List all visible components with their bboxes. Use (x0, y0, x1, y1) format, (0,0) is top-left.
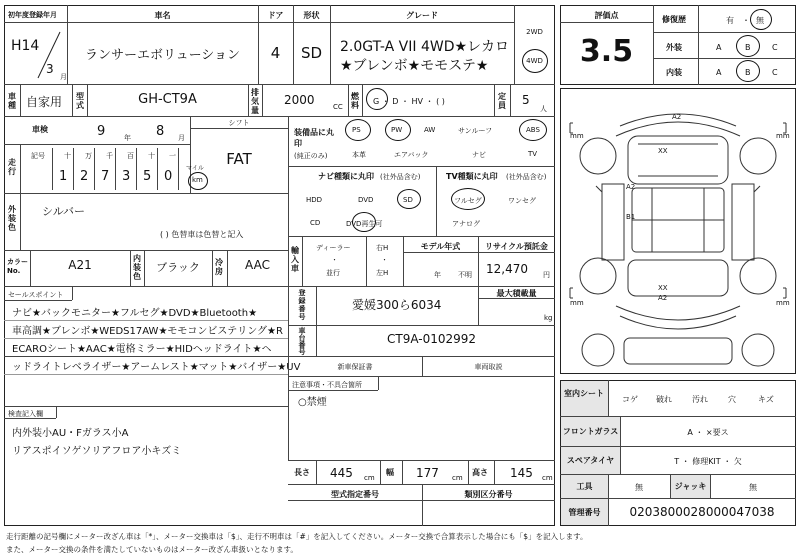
first-reg-month-unit: 月 (60, 73, 67, 81)
interior-color: ブラック (156, 261, 200, 274)
exterior-color: シルバー (42, 205, 85, 218)
repair-yes: 有 (726, 16, 734, 25)
damage-mark: XX (658, 147, 668, 155)
color-label: 外装色 (8, 205, 16, 232)
interior-label: 内装 (666, 68, 682, 77)
navi-sd: SD (403, 196, 413, 204)
ac-label: 冷房 (215, 258, 223, 276)
shape: SD (300, 44, 323, 62)
capacity-unit: 人 (540, 105, 547, 113)
mileage-digit: 0 (164, 169, 173, 184)
model-year-label: モデル年式 (420, 242, 461, 251)
equip-tv: TV (528, 150, 538, 158)
mileage-digit: 1 (59, 169, 68, 184)
equipment-label: 装備品に丸印 (294, 128, 334, 148)
interior-grade-a: A (716, 68, 722, 77)
shape-label: 形状 (303, 11, 320, 20)
color-change-note: ( ) 色替車は色替と記入 (160, 230, 244, 239)
inspection-label: 車検 (32, 125, 48, 134)
footer-note-2: また、メーター交換の条件を満たしていないものはメーター改ざん車扱いとなります。 (6, 545, 298, 554)
navi-dvd: DVD (358, 196, 374, 204)
height-label: 高さ (472, 468, 488, 477)
import-dealer: ディーラー (316, 244, 351, 252)
length-unit: cm (364, 474, 375, 482)
import-label: 輸入車 (291, 246, 299, 273)
tools-label: 工具 (576, 482, 593, 491)
management-number: 020380002800004703​8 (629, 505, 775, 519)
jack-label: ジャッキ (674, 482, 707, 491)
damage-mark: B1 (626, 213, 636, 221)
equip-pw: PW (391, 126, 403, 134)
first-reg-era: H14 (11, 38, 40, 54)
displacement-label: 排気量 (251, 88, 259, 115)
diagram-unit: mm (570, 299, 584, 307)
spare-value: T ・ 修理KIT ・ 欠 (674, 457, 742, 466)
mileage-unit-mile: マイル (186, 165, 204, 172)
width-label: 幅 (386, 468, 394, 477)
diagram-unit: mm (570, 132, 584, 140)
height: 145 (510, 466, 533, 480)
mileage-unit-km: km (192, 176, 203, 184)
chassis-label: 車台番号 (298, 327, 306, 356)
equip-navi: ナビ (472, 151, 486, 159)
navi-sub: (社外品含む) (380, 173, 421, 181)
rating-label: 評価点 (594, 11, 619, 20)
exterior-grade-c: C (772, 43, 778, 52)
inspection-year: 9 (97, 124, 106, 139)
tv-sub: (社外品含む) (506, 173, 547, 181)
equipment-sub: (純正のみ) (294, 152, 328, 160)
mileage-digit: 3 (122, 169, 131, 184)
usage-label: 車種 (8, 92, 16, 110)
displacement: 2000 (284, 93, 315, 107)
new-warranty: 新車保証書 (337, 363, 373, 371)
fuel-label: 燃料 (351, 92, 359, 110)
doors-label: ドア (267, 11, 284, 20)
navi-label: ナビ種類に丸印 (318, 172, 374, 181)
displacement-unit: CC (333, 103, 343, 111)
mileage-digit: 5 (143, 169, 152, 184)
recycle-unit: 円 (543, 271, 550, 279)
equip-abs: ABS (526, 126, 540, 134)
equip-sunroof: サンルーフ (458, 127, 493, 135)
exterior-label: 外装 (666, 43, 682, 52)
tv-oneseg: ワンセグ (508, 197, 536, 205)
diagram-unit: mm (776, 299, 790, 307)
sales-points-label: セールスポイント (8, 291, 64, 299)
mileage-digit: 7 (101, 169, 110, 184)
navi-dvd-play: DVD再生可 (346, 220, 383, 228)
drive-2wd: 2WD (526, 28, 543, 36)
inspector-line: リアスポイソゲソリアフロア小キズミ (12, 446, 182, 457)
notes-value: ○禁煙 (298, 397, 327, 408)
registration: 愛媛300ら6034 (352, 298, 442, 312)
doors: 4 (270, 44, 281, 62)
grade-line2: ★ブレンボ★モモステ★ (340, 58, 489, 74)
windshield-label: フロントガラス (562, 427, 619, 436)
car-name: ランサーエボリューション (84, 48, 241, 63)
equip-leather: 本革 (352, 151, 366, 159)
sales-point-line: ッドライトレベライザー★アームレスト★マット★バイザー★UV (12, 362, 301, 373)
mileage-symbol-label: 記号 (31, 152, 45, 160)
inspection-month: 8 (156, 124, 165, 139)
import-handle-r: 右H (376, 244, 389, 252)
spare-label: スペアタイヤ (566, 456, 615, 465)
inspector-line: 内外装小AU・Fガラス小A (12, 428, 129, 439)
navi-cd: CD (310, 219, 321, 227)
jack-value: 無 (749, 483, 757, 492)
sales-point-line: 車高調★ブレンボ★WEDS17AW★モモコンビステリング★R (12, 326, 283, 337)
footer-note-1: 走行距離の記号欄にメーター改ざん車は「*」、メーター交換車は「$」、走行不明車は「#」を記入してください。メーター交換で合算表示した場合にも「$」を記入します。 (6, 532, 588, 541)
fuel-options: G ・ D ・ HV ・ ( ) (373, 97, 445, 106)
interior-grade-b: B (745, 68, 751, 77)
damage-mark: XX (658, 284, 668, 292)
capacity-label: 定員 (498, 92, 506, 110)
equip-aw: AW (424, 126, 436, 134)
grade-line1: 2.0GT-A VII 4WD★レカロ (340, 39, 510, 55)
first-reg-month: 3 (46, 62, 54, 76)
management-label: 管理番号 (568, 508, 601, 517)
interior-color-label: 内装色 (133, 254, 141, 281)
exterior-grade-a: A (716, 43, 722, 52)
max-load-unit: kg (544, 314, 553, 322)
width: 177 (416, 466, 439, 480)
inspection-year-unit: 年 (124, 134, 131, 142)
registration-label: 登録番号 (298, 289, 306, 321)
height-unit: cm (542, 474, 553, 482)
category-number-label: 類別区分番号 (464, 490, 513, 499)
recycle-label: リサイクル預託金 (485, 242, 548, 251)
sales-point-line: ナビ★バックモニター★フルセグ★DVD★Bluetooth★ (12, 308, 258, 319)
chassis: CT9A-0102992 (387, 332, 477, 346)
diagram-unit: mm (776, 132, 790, 140)
type-number-label: 型式指定番号 (331, 490, 379, 499)
repair-label: 修復歴 (662, 15, 686, 24)
grade-label: グレード (406, 11, 438, 20)
equip-airbag: エアバック (394, 151, 429, 159)
length: 445 (330, 466, 353, 480)
import-parallel: 並行 (326, 269, 340, 277)
color-no: A21 (68, 258, 92, 272)
sales-point-line: ECAROシート★AAC★電格ミラー★HIDヘッドライト★ヘ (12, 344, 272, 355)
exterior-grade-b: B (745, 43, 751, 52)
drive-4wd: 4WD (526, 57, 543, 65)
damage-mark: A2 (626, 183, 636, 191)
manual: 車両取説 (474, 363, 503, 371)
navi-hdd: HDD (306, 196, 323, 204)
damage-mark: A2 (658, 294, 668, 302)
interior-grade-c: C (772, 68, 778, 77)
import-handle-l: 左H (376, 269, 389, 277)
notes-label: 注意事項・不具合箇所 (292, 381, 362, 389)
shift: FAT (226, 150, 252, 168)
recycle: 12,470 (486, 262, 528, 276)
rating-score: 3.5 (579, 34, 634, 69)
mileage-digit: 2 (80, 169, 89, 184)
repair-dot: ・ (742, 16, 750, 25)
usage: 自家用 (26, 95, 63, 109)
damage-mark: A2 (672, 113, 682, 121)
capacity: 5 (522, 93, 530, 107)
model-label: 型式 (76, 92, 84, 110)
tv-fullseg: フルセグ (454, 197, 482, 205)
car-diagram (560, 88, 796, 374)
import-dot1: ・ (331, 256, 338, 264)
mileage-label: 走行 (8, 158, 16, 176)
shift-label: シフト (228, 119, 250, 127)
first-reg-label: 初年度登録年月 (8, 11, 57, 19)
width-unit: cm (452, 474, 463, 482)
max-load-label: 最大積載量 (496, 289, 537, 298)
inspection-month-unit: 月 (178, 134, 185, 142)
inspector-label: 検査記入欄 (8, 410, 43, 418)
equip-ps: PS (352, 126, 361, 134)
model-year-unknown: 不明 (458, 271, 472, 279)
model-year-unit: 年 (434, 271, 441, 279)
import-dot2: ・ (381, 256, 388, 264)
tools-value: 無 (635, 483, 643, 492)
repair-no: 無 (756, 16, 764, 25)
tv-analog: アナログ (452, 220, 480, 228)
car-name-label: 車名 (154, 11, 171, 20)
color-no-label: カラーNo. (7, 258, 28, 275)
seat-label: 室内シート (564, 389, 604, 398)
ac: AAC (245, 258, 270, 272)
model: GH-CT9A (138, 92, 197, 107)
length-label: 長さ (294, 468, 310, 477)
tv-label: TV種類に丸印 (446, 172, 498, 181)
windshield-value: A ・ ×要ス (687, 428, 729, 437)
